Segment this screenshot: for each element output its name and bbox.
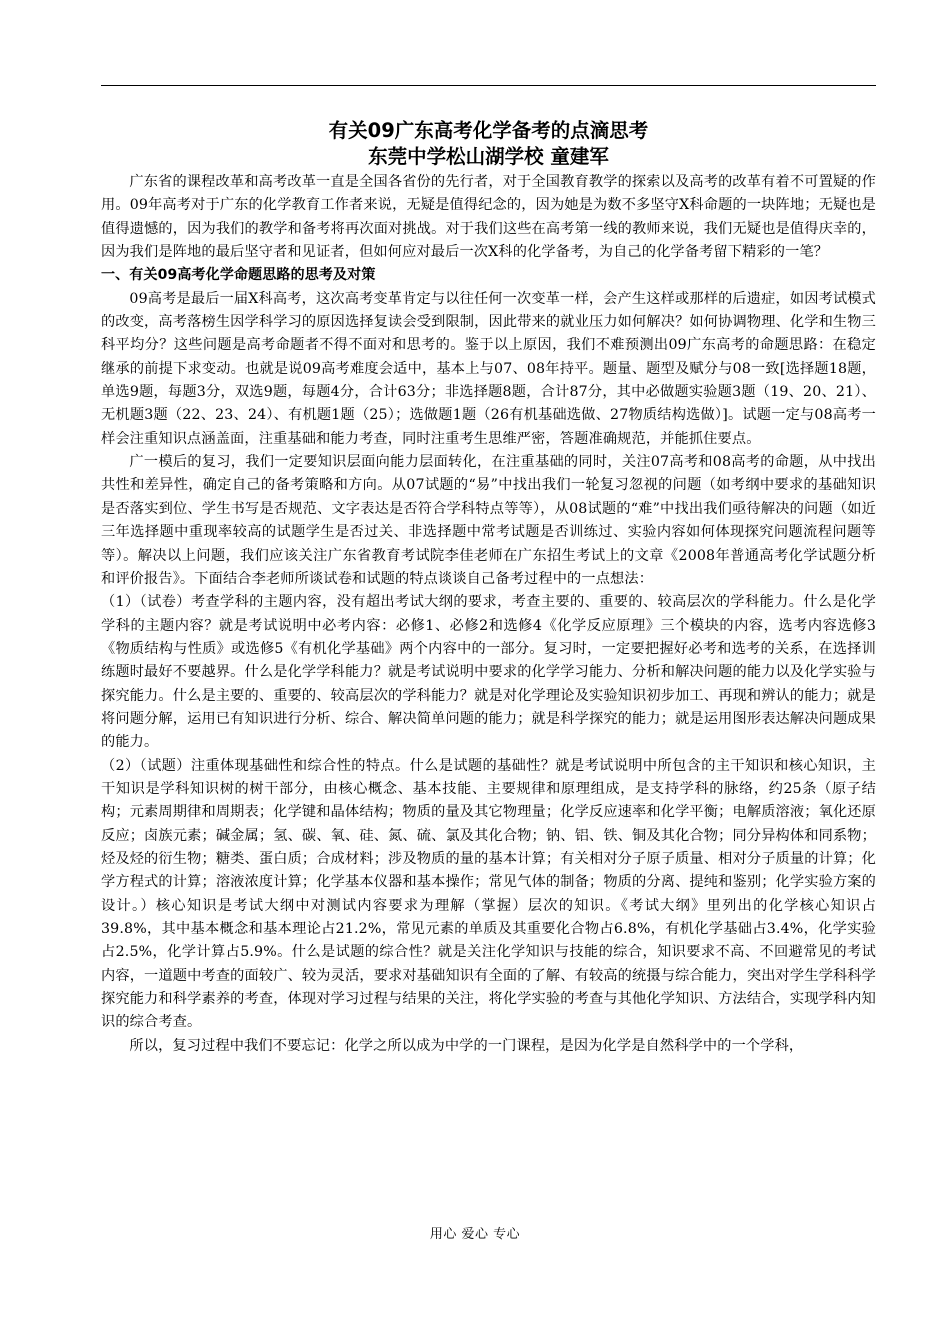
- header-rule: [101, 85, 876, 86]
- body-paragraph: 09高考是最后一届X科高考，这次高考变革肯定与以往任何一次变革一样，会产生这样或那样的后遗症，如因考试模式的改变，高考落榜生因学科学习的原因选择复读会受到限制，因此带来的就业压力如何解决？如何协调物理、化学和生物三科平均分？这些问题是高考命题者不得不面对和思考的。鉴于以上原因，我们不难预测出09广东高考的命题思路：在稳定继承的前提下求变动。也就是说09高考难度会适中，基本上与07、08年持平。题量、题型及赋分与08一致[选择题18题，单选9题，每题3分，双选9题，每题4分，合计63分；非选择题8题，合计87分，其中必做题实验题3题（19、20、21）、无机题3题（22、23、24）、有机题1题（25）；选做题1题（26有机基础选做、27物质结构选做）]。试题一定与08高考一样会注重知识点涵盖面，注重基础和能力考查，同时注重考生思维严密，答题准确规范，并能抓住要点。: [101, 290, 876, 447]
- page-footer: 用心 爱心 专心: [429, 1227, 521, 1242]
- list-item-paragraph: （1）（试卷）考查学科的主题内容，没有超出考试大纲的要求，考查主要的、重要的、较高层次的学科能力。什么是化学学科的主题内容？就是考试说明中必考内容：必修1、必修2和选修4《化学反应原理》三个模块的内容，选考内容选修3《物质结构与性质》或选修5《有机化学基础》两个内容中的一部分。复习时，一定要把握好必考和选考的关系，在选择训练题时最好不要越界。什么是化学学科能力？就是考试说明中要求的化学学习能力、分析和解决问题的能力以及化学实验与探究能力。什么是主要的、重要的、较高层次的学科能力？就是对化学理论及实验知识初步加工、再现和辨认的能力；就是将问题分解，运用已有知识进行分析、综合、解决简单问题的能力；就是科学探究的能力；就是运用图形表达解决问题成果的能力。: [101, 594, 876, 751]
- document-body: [101, 118, 876, 1058]
- list-item-paragraph: （2）（试题）注重体现基础性和综合性的特点。什么是试题的基础性？就是考试说明中所包含的主干知识和核心知识，主干知识是学科知识树的树干部分，由核心概念、基本技能、主要规律和原理组成，是支持学科的脉络，约25条（原子结构；元素周期律和周期表；化学键和晶体结构；物质的量及其它物理量；化学反应速率和化学平衡；电解质溶液；氧化还原反应；卤族元素；碱金属；氢、碳、氧、硅、氮、硫、氯及其化合物；钠、铝、铁、铜及其化合物；同分异构体和同系物；烃及烃的衍生物；糖类、蛋白质；合成材料；涉及物质的量的基本计算；有关相对分子原子质量、相对分子质量的计算；化学方程式的计算；溶液浓度计算；化学基本仪器和基本操作；常见气体的制备；物质的分离、提纯和鉴别；化学实验方案的设计。）核心知识是考试大纲中对测试内容要求为理解（掌握）层次的知识。《考试大纲》里列出的化学核心知识占39.8%，其中基本概念和基本理论占21.2%，常见元素的单质及其重要化合物占6.8%，有机化学基础占3.4%，化学实验占2.5%，化学计算占5.9%。什么是试题的综合性？就是关注化学知识与技能的综合，知识要求不高、不回避常见的考试内容，一道题中考查的面较广、较为灵活，要求对基础知识有全面的了解、有较高的统摄与综合能力，突出对学生学科科学探究能力和科学素养的考查，体现对学习过程与结果的关注，将化学实验的考查与其他化学知识、方法结合，实现学科内知识的综合考查。: [101, 757, 876, 1031]
- document-title: 有关09广东高考化学备考的点滴思考: [328, 119, 649, 142]
- body-paragraph: 广一模后的复习，我们一定要知识层面向能力层面转化，在注重基础的同时，关注07高考和08高考的命题，从中找出共性和差异性，确定自己的备考策略和方向。从07试题的“易”中找出我们一轮复习忽视的问题（如考纲中要求的基础知识是否落实到位、学生书写是否规范、文字表达是否符合学科特点等等），从08试题的“难”中找出我们亟待解决的问题（如近三年选择题中重现率较高的试题学生是否过关、非选择题中常考试题是否训练过、实验内容如何体现探究问题流程问题等等）。解决以上问题，我们应该关注广东省教育考试院李佳老师在广东招生考试上的文章《2008年普通高考化学试题分析和评价报告》。下面结合李老师所谈试卷和试题的特点谈谈自己备考过程中的一点想法：: [101, 454, 876, 587]
- intro-paragraph: 广东省的课程改革和高考改革一直是全国各省份的先行者，对于全国教育教学的探索以及高考的改革有着不可置疑的作用。09年高考对于广东的化学教育工作者来说，无疑是值得纪念的，因为她是为数不多坚守X科命题的一块阵地；无疑也是值得遗憾的，因为我们的教学和备考将再次面对挑战。对于我们这些在高考第一线的教师来说，我们无疑也是值得庆幸的，因为我们是阵地的最后坚守者和见证者，但如何应对最后一次X科的化学备考，为自己的化学备考留下精彩的一笔？: [101, 174, 876, 261]
- body-paragraph: 所以，复习过程中我们不要忘记：化学之所以成为中学的一门课程，是因为化学是自然科学中的一个学科，: [129, 1037, 804, 1054]
- section-heading: 一、有关09高考化学命题思路的思考及对策: [101, 267, 376, 284]
- author-line: 东莞中学松山湖学校 童建军: [368, 145, 609, 168]
